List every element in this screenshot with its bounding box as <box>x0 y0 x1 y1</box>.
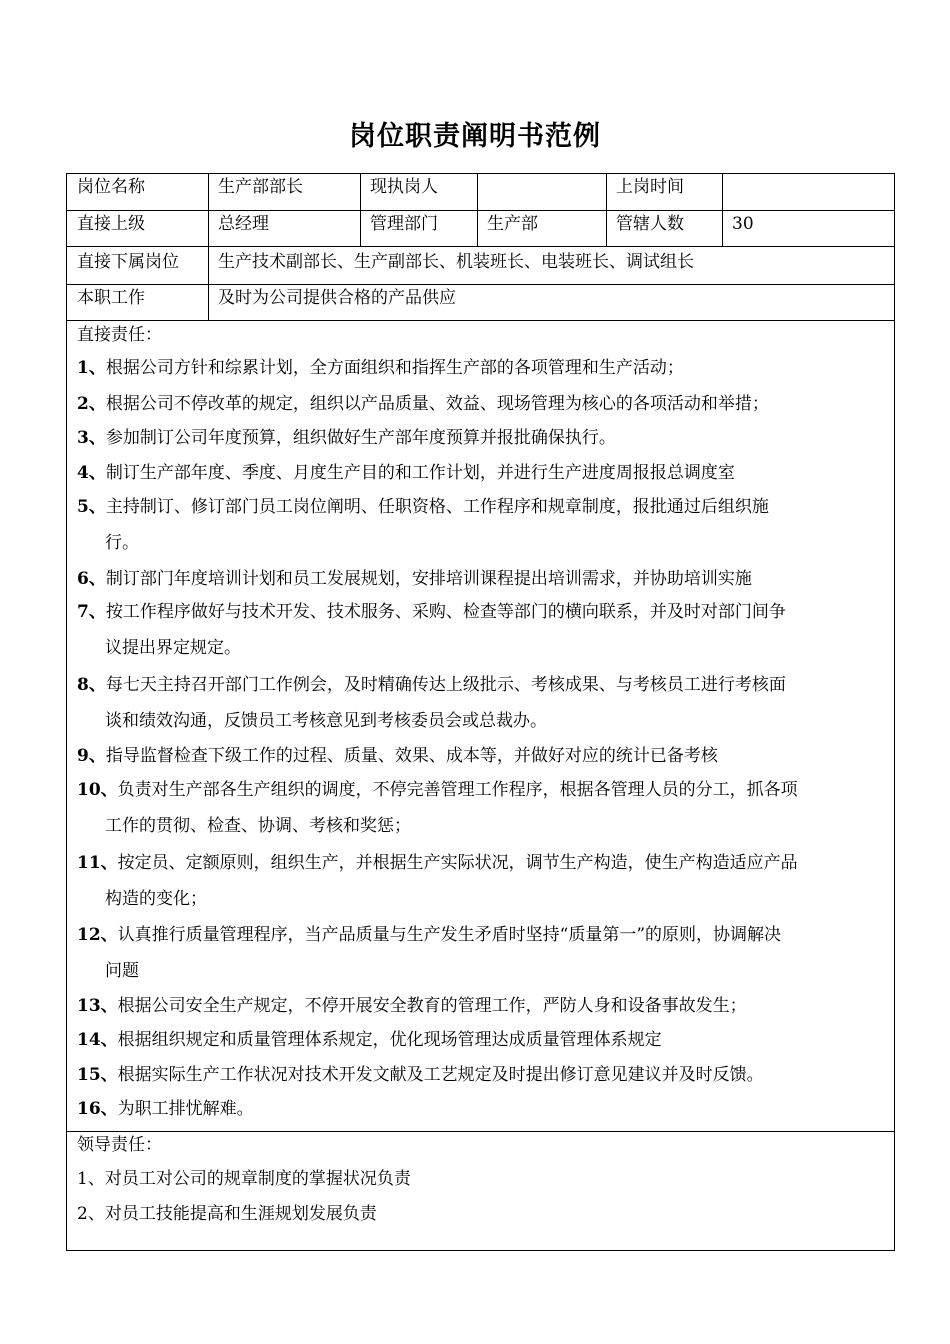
item-number: 6、 <box>77 569 106 589</box>
list-item <box>77 489 889 561</box>
item-text: 认真推行质量管理程序，当产品质量与生产发生矛盾时坚持“质量第一”的原则，协调解决 <box>117 925 782 945</box>
item-number: 14、 <box>77 1030 118 1050</box>
item-text: 根据公司不停改革的规定，组织以产品质量、效益、现场管理为核心的各项活动和举措； <box>105 394 769 414</box>
column-divider <box>606 173 607 246</box>
item-text: 根据组织规定和质量管理体系规定，优化现场管理达成质量管理体系规定 <box>117 1030 662 1050</box>
item-text: 制订部门年度培训计划和员工发展规划，安排培训课程提出培训需求，并协助培训实施 <box>105 569 752 589</box>
item-number: 16、 <box>77 1099 118 1119</box>
row-divider <box>66 1131 895 1132</box>
item-text-continued: 议提出界定规定。 <box>105 638 241 658</box>
item-text-continued: 行。 <box>105 533 139 553</box>
item-number: 9、 <box>77 746 106 766</box>
item-text: 按工作程序做好与技术开发、技术服务、采购、检查等部门的横向联系，并及时对部门间争 <box>105 602 786 622</box>
item-number: 15、 <box>77 1065 118 1085</box>
list-item <box>77 594 889 666</box>
list-item <box>77 738 889 774</box>
item-text: 为职工排忧解难。 <box>117 1099 254 1119</box>
leadership-responsibilities-heading: 领导责任： <box>77 1135 162 1155</box>
item-number: 2、 <box>77 394 106 414</box>
item-text: 制订生产部年度、季度、月度生产目的和工作计划，并进行生产进度周报报总调度室 <box>105 463 735 483</box>
item-text-continued: 构造的变化； <box>105 889 207 909</box>
column-divider <box>360 173 361 246</box>
item-number: 1、 <box>77 358 106 378</box>
item-number: 5、 <box>77 497 106 517</box>
item-number: 13、 <box>77 996 118 1016</box>
list-item <box>77 845 889 917</box>
label-current-holder: 现执岗人 <box>370 177 438 197</box>
item-number: 8、 <box>77 675 106 695</box>
label-start-date: 上岗时间 <box>616 177 684 197</box>
label-main-duty: 本职工作 <box>77 288 145 308</box>
column-divider <box>477 173 478 246</box>
value-main-duty: 及时为公司提供合格的产品供应 <box>218 288 456 308</box>
list-item <box>77 917 889 989</box>
row-divider <box>66 320 895 321</box>
item-text-continued: 工作的贯彻、检查、协调、考核和奖惩； <box>105 816 411 836</box>
column-divider <box>208 173 209 320</box>
item-text: 主持制订、修订部门员工岗位阐明、任职资格、工作程序和规章制度，报批通过后组织施 <box>105 497 769 517</box>
list-item <box>77 420 889 456</box>
value-position-name: 生产部部长 <box>218 177 303 197</box>
item-text: 每七天主持召开部门工作例会，及时精确传达上级批示、考核成果、与考核员工进行考核面 <box>105 675 786 695</box>
row-divider <box>66 284 895 285</box>
label-direct-subordinates: 直接下属岗位 <box>77 252 179 272</box>
document-title: 岗位职责阐明书范例 <box>349 121 601 152</box>
list-item <box>77 561 889 597</box>
label-headcount: 管辖人数 <box>616 214 684 234</box>
list-item <box>77 772 889 844</box>
value-managing-department: 生产部 <box>487 214 538 234</box>
value-direct-subordinates: 生产技术副部长、生产副部长、机装班长、电装班长、调试组长 <box>218 252 694 272</box>
label-direct-supervisor: 直接上级 <box>77 214 145 234</box>
item-text: 按定员、定额原则，组织生产，并根据生产实际状况，调节生产构造，使生产构造适应产品 <box>117 853 798 873</box>
item-text-continued: 问题 <box>105 961 139 981</box>
item-number: 4、 <box>77 463 106 483</box>
item-number: 11、 <box>77 853 118 873</box>
item-text: 指导监督检查下级工作的过程、质量、效果、成本等，并做好对应的统计已备考核 <box>105 746 718 766</box>
list-item <box>77 455 889 491</box>
list-item <box>77 386 889 422</box>
list-item: 2、对员工技能提高和生涯规划发展负责 <box>77 1204 377 1224</box>
list-item <box>77 1057 889 1093</box>
item-number: 12、 <box>77 925 118 945</box>
item-text: 参加制订公司年度预算，组织做好生产部年度预算并报批确保执行。 <box>105 428 616 448</box>
value-headcount: 30 <box>732 214 754 234</box>
direct-responsibilities-heading: 直接责任： <box>77 325 162 345</box>
item-text: 根据实际生产工作状况对技术开发文献及工艺规定及时提出修订意见建议并及时反馈。 <box>117 1065 764 1085</box>
label-position-name: 岗位名称 <box>77 177 145 197</box>
label-managing-department: 管理部门 <box>370 214 438 234</box>
list-item <box>77 350 889 386</box>
item-number: 3、 <box>77 428 106 448</box>
item-text: 负责对生产部各生产组织的调度，不停完善管理工作程序，根据各管理人员的分工，抓各项 <box>117 780 798 800</box>
list-item: 1、对员工对公司的规章制度的掌握状况负责 <box>77 1169 411 1189</box>
column-divider <box>722 173 723 246</box>
row-divider <box>66 246 895 247</box>
item-number: 10、 <box>77 780 118 800</box>
value-direct-supervisor: 总经理 <box>218 214 269 234</box>
item-number: 7、 <box>77 602 106 622</box>
list-item <box>77 1022 889 1058</box>
item-text: 根据公司方针和综累计划，全方面组织和指挥生产部的各项管理和生产活动； <box>105 358 684 378</box>
list-item <box>77 988 889 1024</box>
row-divider <box>66 210 895 211</box>
item-text-continued: 谈和绩效沟通，反馈员工考核意见到考核委员会或总裁办。 <box>105 711 547 731</box>
list-item <box>77 1091 889 1127</box>
list-item <box>77 667 889 739</box>
item-text: 根据公司安全生产规定，不停开展安全教育的管理工作，严防人身和设备事故发生； <box>117 996 747 1016</box>
